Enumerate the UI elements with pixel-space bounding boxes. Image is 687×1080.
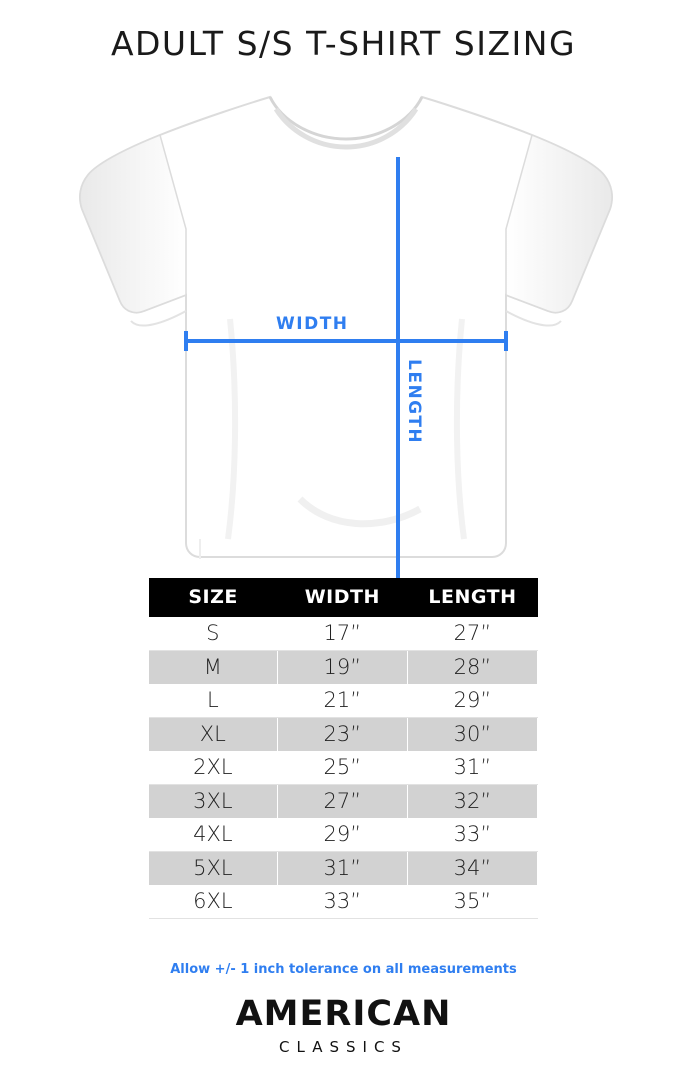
- cell-width: 31”: [277, 852, 407, 886]
- cell-size: XL: [149, 718, 277, 752]
- cell-width: 21”: [277, 684, 407, 718]
- cell-length: 32”: [407, 785, 537, 819]
- cell-size: 5XL: [149, 852, 277, 886]
- length-guide-line: [396, 157, 400, 635]
- cell-length: 30”: [407, 718, 537, 752]
- table-row: [149, 651, 538, 685]
- width-guide-line: [186, 339, 508, 343]
- cell-size: 6XL: [149, 885, 277, 919]
- width-guide-cap-right: [504, 331, 508, 351]
- table-row: [149, 751, 538, 785]
- cell-length: 29”: [407, 684, 537, 718]
- length-label: LENGTH: [404, 359, 424, 445]
- cell-size: 3XL: [149, 785, 277, 819]
- brand-name: AMERICAN: [235, 994, 452, 1034]
- cell-size: L: [149, 684, 277, 718]
- cell-width: 23”: [277, 718, 407, 752]
- cell-length: 28”: [407, 651, 537, 685]
- cell-width: 33”: [277, 885, 407, 919]
- table-row: [149, 718, 538, 752]
- width-guide-cap-left: [184, 331, 188, 351]
- cell-length: 27”: [407, 617, 537, 651]
- table-row: [149, 852, 538, 886]
- brand-tagline: CLASSICS: [279, 1038, 408, 1056]
- header-length: LENGTH: [407, 578, 537, 617]
- header-width: WIDTH: [277, 578, 407, 617]
- header-size: SIZE: [149, 578, 277, 617]
- size-table-container: [149, 578, 538, 919]
- table-row: [149, 684, 538, 718]
- table-header-row: [149, 578, 538, 617]
- cell-width: 29”: [277, 818, 407, 852]
- cell-width: 19”: [277, 651, 407, 685]
- cell-size: M: [149, 651, 277, 685]
- cell-length: 33”: [407, 818, 537, 852]
- cell-width: 27”: [277, 785, 407, 819]
- cell-size: 2XL: [149, 751, 277, 785]
- table-row: [149, 785, 538, 819]
- cell-length: 34”: [407, 852, 537, 886]
- cell-width: 17”: [277, 617, 407, 651]
- cell-size: 4XL: [149, 818, 277, 852]
- table-row: [149, 885, 538, 919]
- cell-length: 31”: [407, 751, 537, 785]
- table-row: [149, 617, 538, 651]
- table-row: [149, 818, 538, 852]
- cell-size: S: [149, 617, 277, 651]
- cell-width: 25”: [277, 751, 407, 785]
- size-table: [149, 578, 538, 919]
- cell-length: 35”: [407, 885, 537, 919]
- page-title: ADULT S/S T-SHIRT SIZING: [110, 24, 577, 63]
- shirt-diagram: [0, 69, 687, 559]
- width-label: WIDTH: [276, 314, 349, 334]
- tolerance-note: Allow +/- 1 inch tolerance on all measurements: [170, 962, 517, 977]
- brand-logo: [0, 994, 687, 1056]
